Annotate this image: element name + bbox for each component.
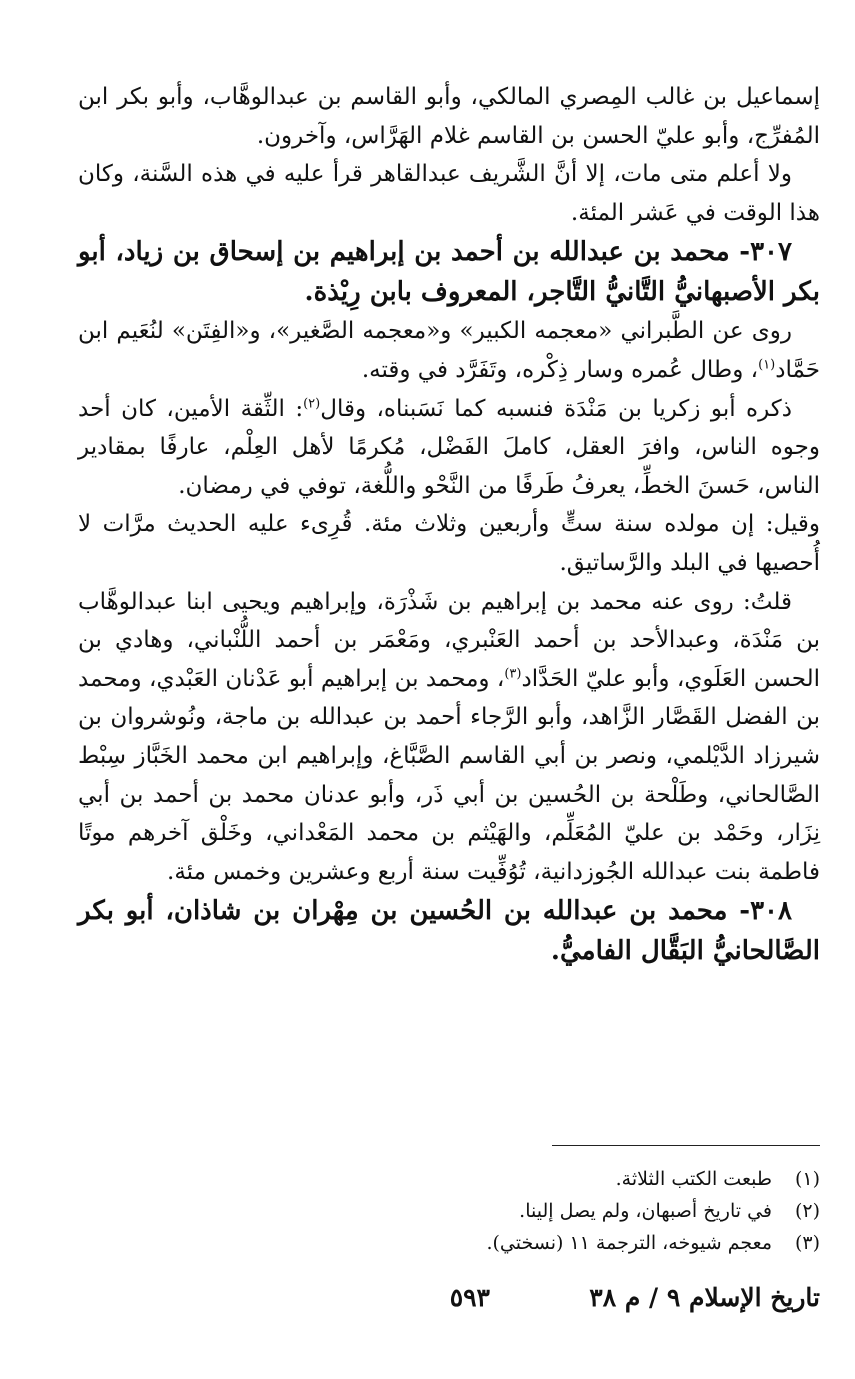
text-segment: روى عن الطَّبراني «معجمه الكبير» و«معجمه الصَّغير»، و«الفِتَن» لنُعَيم ابن حَمَّاد xyxy=(78,318,820,383)
footnote-ref-1: (١) xyxy=(758,357,776,373)
footnote-number: (١) xyxy=(794,1168,820,1190)
text-segment: ذكره أبو زكريا بن مَنْدَة فنسبه كما نَسَبناه، وقال xyxy=(320,395,792,422)
text-segment: ، ومحمد بن إبراهيم أبو عَدْنان العَبْدي، ومحمد بن الفضل القَصَّار الزَّاهد، وأبو الرَّجاء أحمد بن عبدالله بن ماجة، ونُوشروان بن شيرزاد الدَّيْلمي، ونصر بن أبي القاسم الصَّبَّاغ، وإبراهيم ابن محمد الخَبَّاز سِبْط الصَّالحاني، وطَلْحة بن الحُسين بن أبي ذَر، وأبو عدنان محمد بن أحمد بن أبي نِزَار، وحَمْد بن عليّ المُعَلِّم، والهَيْثم بن محمد المَعْداني، وخَلْق آخرهم موتًا فاطمة بنت عبدالله الجُوزدانية، تُوُفِّيت سنة أربع وعشرين وخمس مئة. xyxy=(78,665,820,885)
footnote-2 xyxy=(78,1195,820,1227)
text-segment: قلتُ: روى عنه محمد بن إبراهيم بن شَذْرَة، وإبراهيم ويحيى ابنا عبدالوهَّاب بن مَنْدَة، وعبدالأحد بن أحمد العَنْبري، ومَعْمَر بن أحمد اللُّنْباني، وهادي بن الحسن العَلَوي، وأبو عليّ الحَدَّاد xyxy=(78,588,820,692)
footnote-text: معجم شيوخه، الترجمة ١١ (نسختي). xyxy=(486,1232,772,1254)
footnote-number: (٣) xyxy=(794,1232,820,1254)
entry-heading-307: ٣٠٧- محمد بن عبدالله بن أحمد بن إبراهيم بن إسحاق بن زياد، أبو بكر الأصبهانيُّ التَّانيُّ التَّاجر، المعروف بابن رِيْذة. xyxy=(78,237,820,308)
footnote-ref-3: (٣) xyxy=(504,666,522,682)
footnote-number: (٢) xyxy=(794,1200,820,1222)
footnote-3 xyxy=(78,1227,820,1259)
footnote-text: طبعت الكتب الثلاثة. xyxy=(615,1168,772,1190)
footnote-text: في تاريخ أصبهان، ولم يصل إلينا. xyxy=(519,1200,772,1222)
footnote-1 xyxy=(78,1163,820,1195)
paragraph-narrations xyxy=(78,312,820,389)
page-number: ٥٩٣ xyxy=(449,1283,490,1312)
page-footer xyxy=(78,1283,820,1323)
footnote-ref-2: (٢) xyxy=(303,395,321,411)
main-text xyxy=(78,78,820,971)
paragraph-birth: وقيل: إن مولده سنة ستٍّ وأربعين وثلاث مئة. قُرِىء عليه الحديث مرَّات لا أُحصيها في البلد والرَّساتيق. xyxy=(78,511,820,576)
paragraph-death-note: ولا أعلم متى مات، إلا أنَّ الشَّريف عبدالقاهر قرأ عليه في هذه السَّنة، وكان هذا الوقت في عَشر المئة. xyxy=(78,161,820,226)
entry-heading-308: ٣٠٨- محمد بن عبدالله بن الحُسين بن مِهْران بن شاذان، أبو بكر الصَّالحانيُّ البَقَّال الفاميُّ. xyxy=(78,896,820,967)
text-segment: ، وطال عُمره وسار ذِكْره، وتَفَرَّد في وقته. xyxy=(361,356,759,383)
footnote-divider xyxy=(552,1145,820,1146)
paragraph-biography xyxy=(78,390,820,506)
text-segment: : الثِّقة الأمين، كان أحد وجوه الناس، وافرَ العقل، كاملَ الفَضْل، مُكرمًا لأهل العِلْم، عارفًا بمقادير الناس، حَسنَ الخطِّ، يعرفُ طَرفًا من النَّحْو واللُّغة، توفي في رمضان. xyxy=(78,395,820,499)
footer-book-title: تاريخ الإسلام ٩ / م ٣٨ xyxy=(589,1283,820,1312)
paragraph-students xyxy=(78,583,820,892)
paragraph-continuation: إسماعيل بن غالب المِصري المالكي، وأبو القاسم بن عبدالوهَّاب، وأبو بكر ابن المُفرِّج، وأبو عليّ الحسن بن القاسم غلام الهَرَّاس، وآخرون. xyxy=(78,84,820,149)
footnotes xyxy=(78,1163,820,1259)
